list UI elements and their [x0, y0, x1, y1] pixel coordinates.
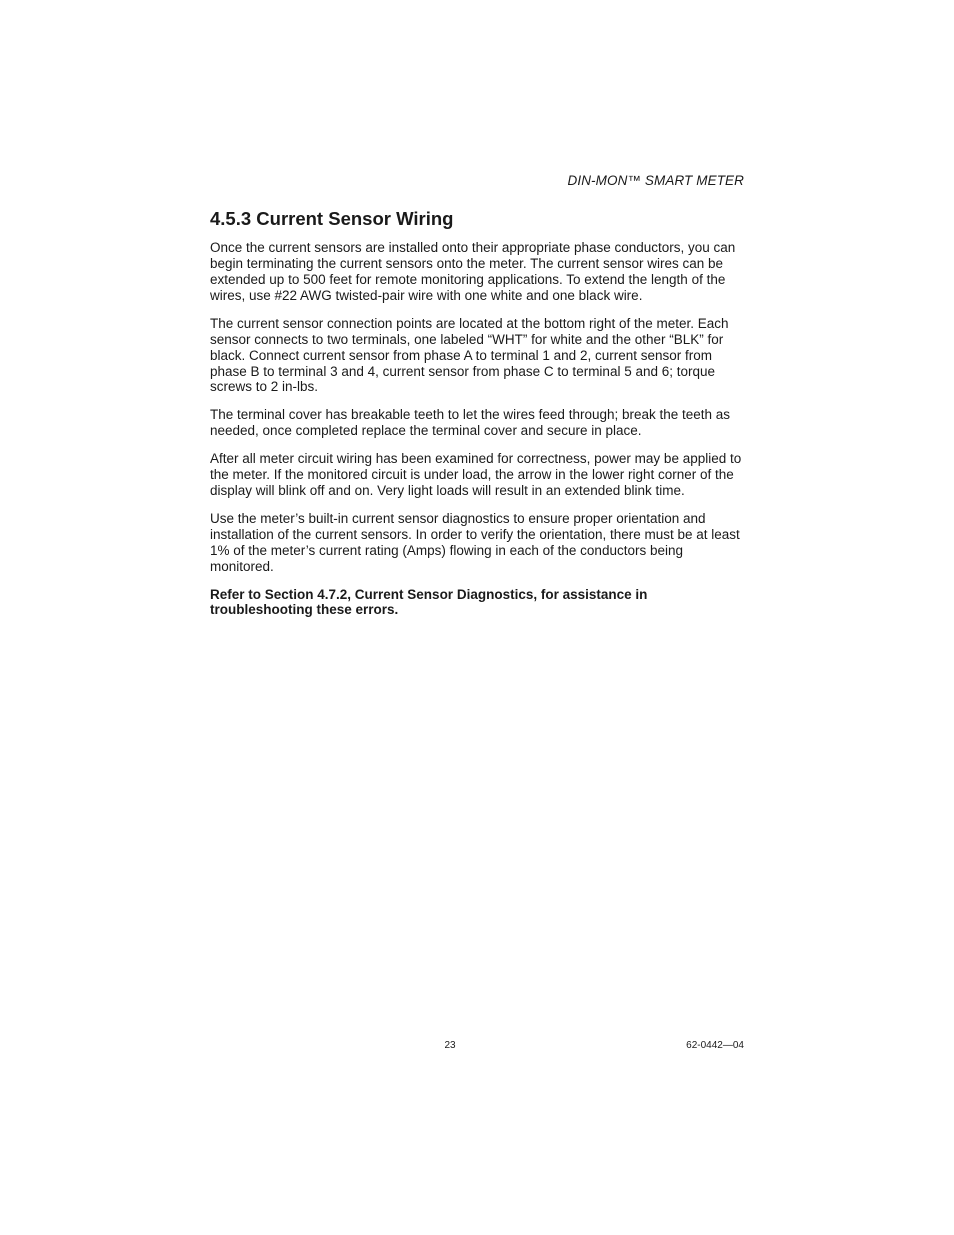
- paragraph-diagnostics: Use the meter’s built-in current sensor diagnostics to ensure proper orientation and installation of the current sensors. In order to verify the orientation, there must be at least 1% of the meter’s current rating (Amps) flowing in each of the conductors being monitored.: [210, 510, 740, 574]
- running-header: DIN-MON™ SMART METER: [567, 173, 744, 188]
- document-number: 62-0442—04: [686, 1040, 744, 1051]
- paragraph-terminal-cover: The terminal cover has breakable teeth to let the wires feed through; break the teeth as needed, once completed replace the terminal cover and secure in place.: [210, 407, 731, 439]
- section-content: [210, 208, 744, 630]
- troubleshooting-note: Refer to Section 4.7.2, Current Sensor Diagnostics, for assistance in troubleshooting these errors.: [210, 586, 648, 618]
- page-number: 23: [444, 1040, 456, 1051]
- section-title: 4.5.3 Current Sensor Wiring: [210, 208, 454, 229]
- paragraph-power-up: After all meter circuit wiring has been examined for correctness, power may be applied to the meter. If the monitored circuit is under load, the arrow in the lower right corner of the display will blink off and on. Very light loads will result in an extended blink time.: [210, 451, 742, 498]
- paragraph-connection-points: The current sensor connection points are located at the bottom right of the meter. Each sensor connects to two terminals, one labeled “WHT” for white and the other “BLK” for black. Connect current sensor from phase A to terminal 1 and 2, current sensor from phase B to terminal 3 and 4, current sensor from phase C to terminal 5 and 6; torque screws to 2 in-lbs.: [210, 315, 729, 395]
- paragraph-sensor-installation: Once the current sensors are installed onto their appropriate phase conductors, you can begin terminating the current sensors onto the meter. The current sensor wires can be extended up to 500 feet for remote monitoring applications. To extend the length of the wires, use #22 AWG twisted-pair wire with one white and one black wire.: [210, 240, 736, 303]
